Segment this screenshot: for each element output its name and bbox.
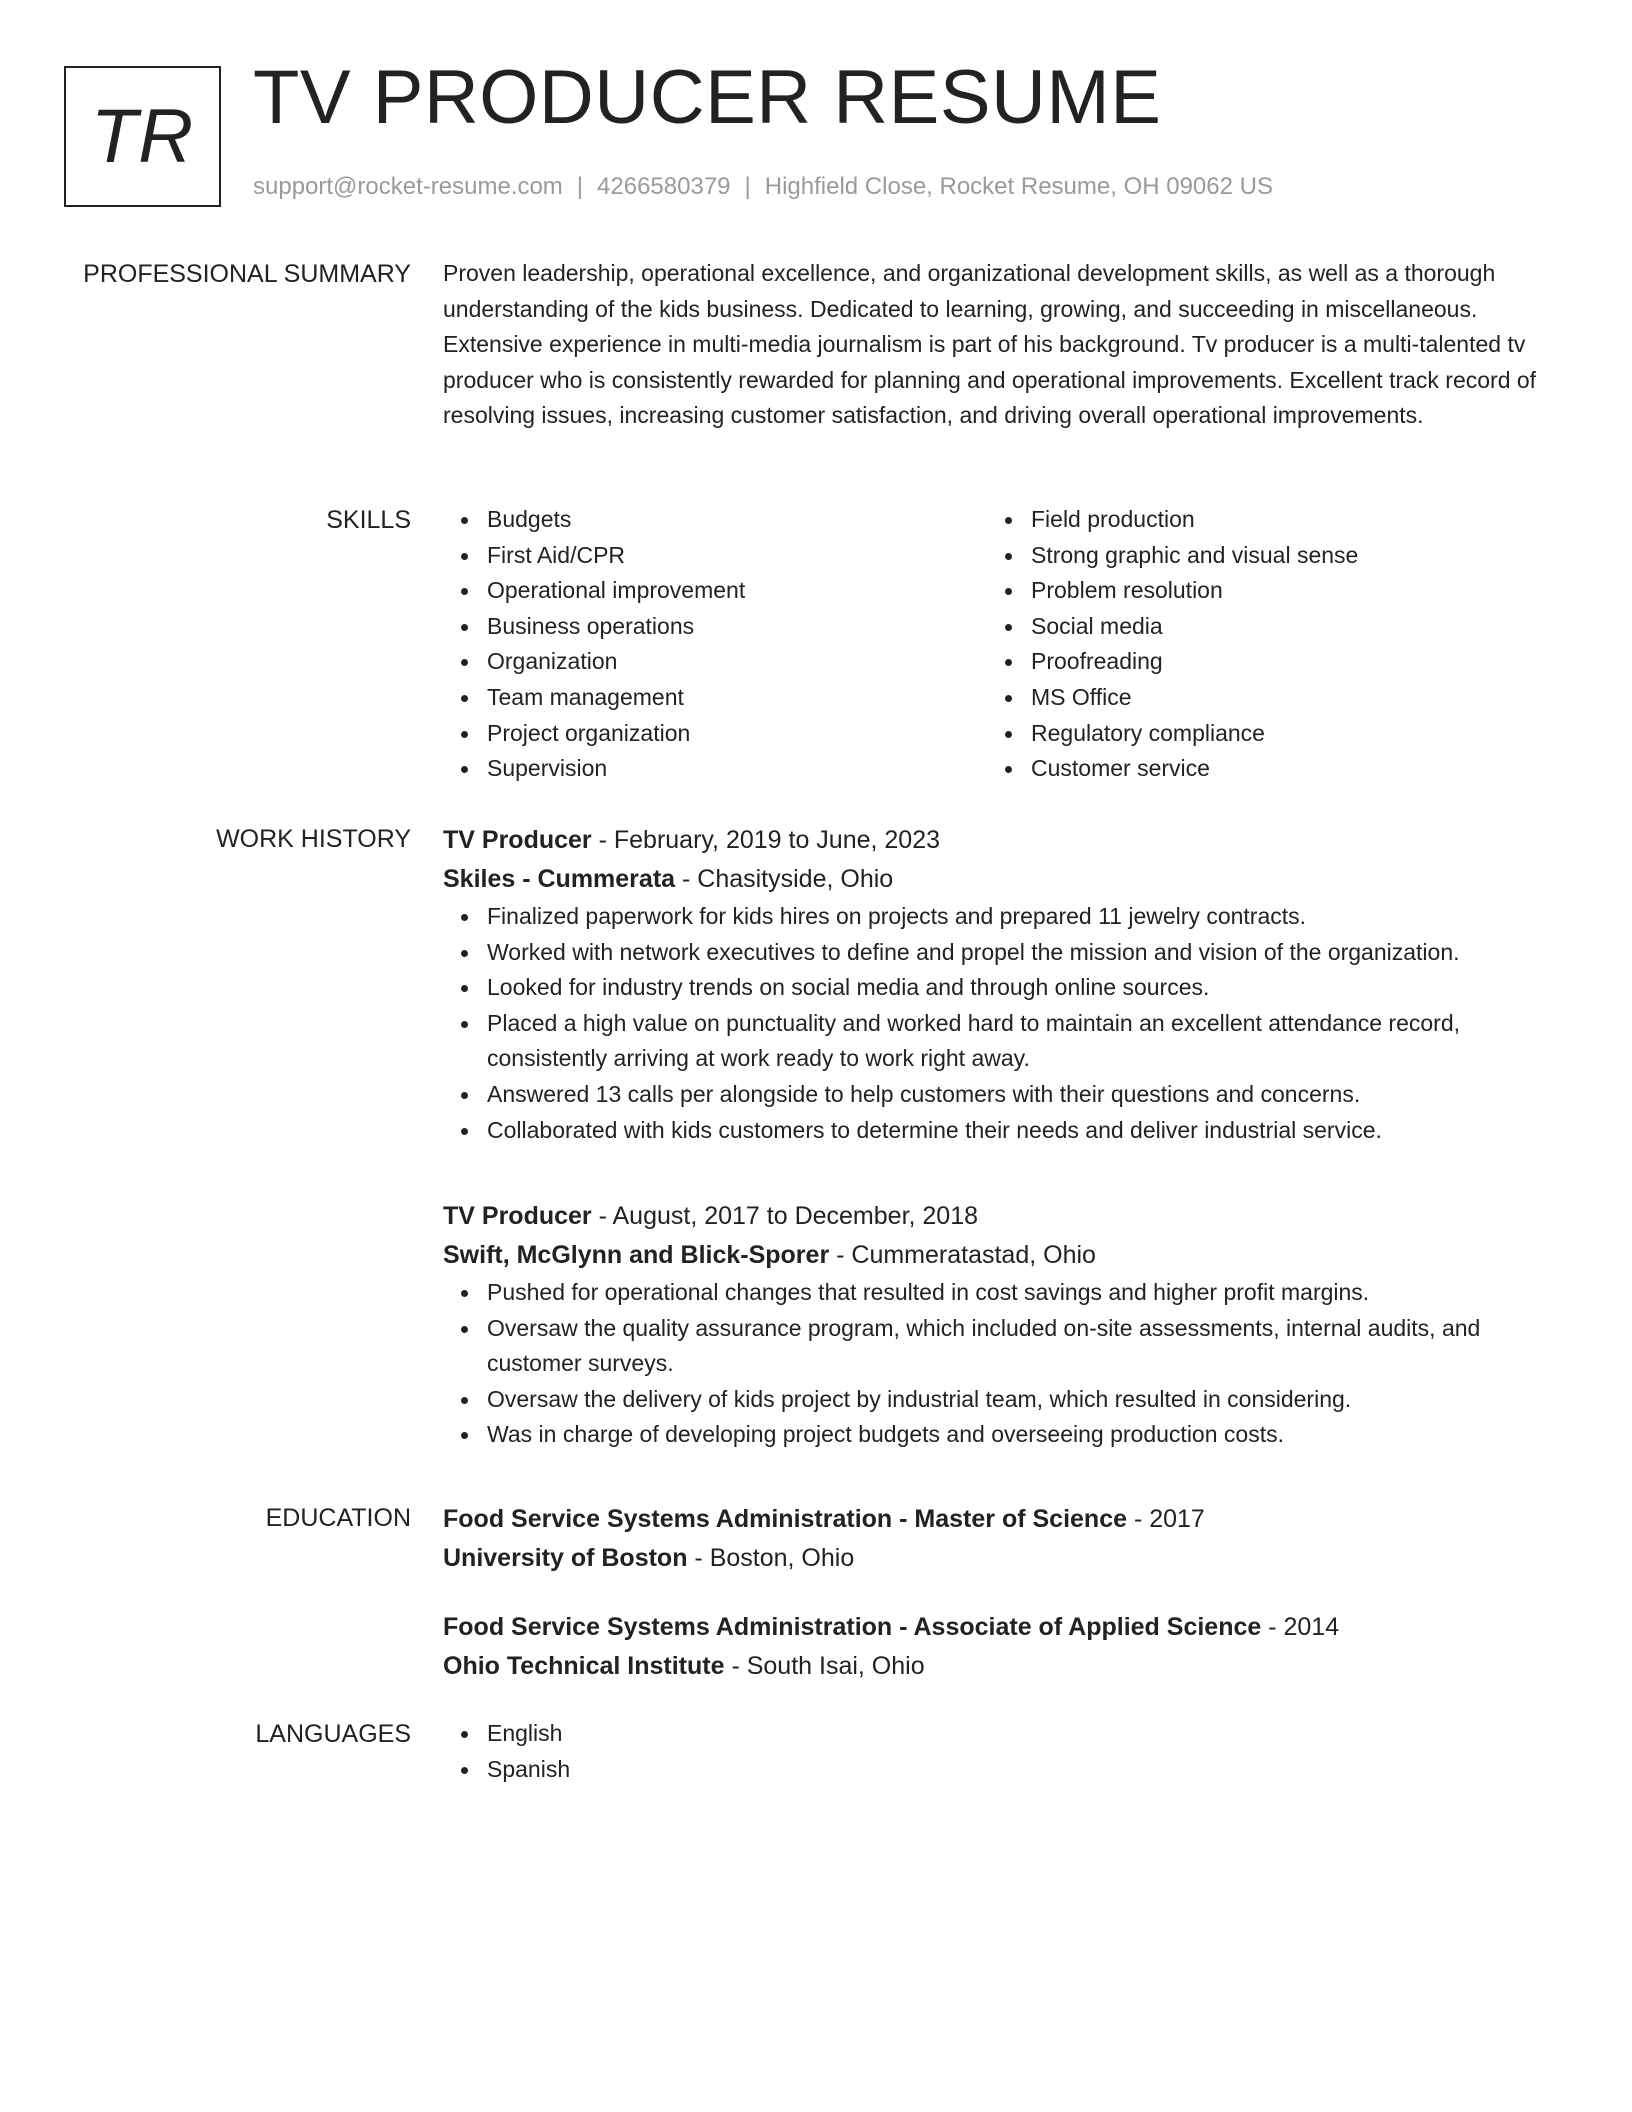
skill-item: Operational improvement <box>487 573 987 609</box>
skills-column-left <box>443 502 987 787</box>
job-title-line <box>443 821 1563 860</box>
job-bullet: Oversaw the delivery of kids project by industrial team, which resulted in considering. <box>487 1382 1563 1418</box>
contact-line <box>253 173 1273 201</box>
education-entry <box>443 1608 1563 1686</box>
job-bullet: Worked with network executives to define and propel the mission and vision of the organization. <box>487 935 1563 971</box>
job-bullet: Answered 13 calls per alongside to help customers with their questions and concerns. <box>487 1077 1563 1113</box>
job-bullet: Placed a high value on punctuality and worked hard to maintain an excellent attendance record, consistently arriving at work ready to work right away. <box>487 1006 1563 1077</box>
skill-item: Social media <box>1031 609 1531 645</box>
education-degree-line <box>443 1500 1563 1539</box>
job-bullet: Finalized paperwork for kids hires on projects and prepared 11 jewelry contracts. <box>487 899 1563 935</box>
summary-body <box>443 256 1563 434</box>
job-company: Skiles - Cummerata <box>443 865 676 893</box>
skill-item: Project organization <box>487 716 987 752</box>
contact-separator: | <box>576 173 584 200</box>
contact-address: Highfield Close, Rocket Resume, OH 09062 US <box>764 173 1273 200</box>
education-year: - 2014 <box>1261 1613 1340 1641</box>
skills-body <box>443 502 1563 787</box>
resume-title: TV PRODUCER RESUME <box>253 55 1162 140</box>
job-entry <box>443 821 1563 1148</box>
job-dates: - August, 2017 to December, 2018 <box>591 1202 979 1230</box>
skill-item: Strong graphic and visual sense <box>1031 538 1531 574</box>
education-entry <box>443 1500 1563 1578</box>
job-bullet: Was in charge of developing project budgets and overseeing production costs. <box>487 1417 1563 1453</box>
skills-column-right <box>987 502 1531 787</box>
summary-label: PROFESSIONAL SUMMARY <box>83 260 411 288</box>
job-company: Swift, McGlynn and Blick-Sporer <box>443 1241 830 1269</box>
job-entry <box>443 1197 1563 1453</box>
skill-item: Proofreading <box>1031 644 1531 680</box>
skill-item: Team management <box>487 680 987 716</box>
job-bullets <box>443 899 1563 1148</box>
job-bullets <box>443 1275 1563 1453</box>
skill-item: Budgets <box>487 502 987 538</box>
monogram-box <box>64 66 221 207</box>
monogram-initials: TR <box>90 93 195 179</box>
education-location: - South Isai, Ohio <box>724 1652 925 1680</box>
skills-label: SKILLS <box>326 506 411 534</box>
skills-list-right <box>987 502 1531 787</box>
job-title: TV Producer <box>443 1202 592 1230</box>
skill-item: First Aid/CPR <box>487 538 987 574</box>
job-bullet: Oversaw the quality assurance program, which included on-site assessments, internal audits, and customer surveys. <box>487 1311 1563 1382</box>
skill-item: Problem resolution <box>1031 573 1531 609</box>
education-degree-line <box>443 1608 1563 1647</box>
languages-list <box>443 1716 1563 1787</box>
work-history-label: WORK HISTORY <box>216 825 411 853</box>
skill-item: Customer service <box>1031 751 1531 787</box>
contact-separator: | <box>744 173 751 200</box>
job-title: TV Producer <box>443 826 592 854</box>
language-item: Spanish <box>487 1752 1563 1788</box>
skill-item: Regulatory compliance <box>1031 716 1531 752</box>
job-company-line <box>443 860 1563 899</box>
summary-text: Proven leadership, operational excellence, and organizational development skills, as well as a thorough understanding of the kids business. Dedicated to learning, growing, and succeeding in miscellaneous. Extensive experience in multi-media journalism is part of his background. Tv producer is a multi-talented tv producer who is consistently rewarded for planning and operational improvements. Excellent track record of resolving issues, increasing customer satisfaction, and driving overall operational improvements. <box>443 260 1537 429</box>
skills-list-left <box>443 502 987 787</box>
education-degree: Food Service Systems Administration - Master of Science <box>443 1505 1127 1533</box>
job-bullet: Pushed for operational changes that resulted in cost savings and higher profit margins. <box>487 1275 1563 1311</box>
language-item: English <box>487 1716 1563 1752</box>
skill-item: Organization <box>487 644 987 680</box>
job-dates: - February, 2019 to June, 2023 <box>591 826 941 854</box>
job-bullet: Looked for industry trends on social media and through online sources. <box>487 970 1563 1006</box>
languages-body <box>443 1716 1563 1787</box>
skill-item: MS Office <box>1031 680 1531 716</box>
contact-email[interactable]: support@rocket-resume.com <box>253 173 563 200</box>
education-label: EDUCATION <box>265 1504 411 1532</box>
skill-item: Field production <box>1031 502 1531 538</box>
languages-label: LANGUAGES <box>255 1720 411 1748</box>
job-title-line <box>443 1197 1563 1236</box>
education-location: - Boston, Ohio <box>687 1544 855 1572</box>
contact-phone[interactable]: 4266580379 <box>597 173 731 200</box>
job-location: - Cummeratastad, Ohio <box>829 1241 1096 1269</box>
education-school-line <box>443 1539 1563 1578</box>
education-degree: Food Service Systems Administration - Associate of Applied Science <box>443 1613 1262 1641</box>
job-bullet: Collaborated with kids customers to determine their needs and deliver industrial service. <box>487 1113 1563 1149</box>
skill-item: Business operations <box>487 609 987 645</box>
education-school: Ohio Technical Institute <box>443 1652 725 1680</box>
job-location: - Chasityside, Ohio <box>675 865 894 893</box>
education-year: - 2017 <box>1127 1505 1205 1533</box>
skill-item: Supervision <box>487 751 987 787</box>
job-company-line <box>443 1236 1563 1275</box>
education-school-line <box>443 1647 1563 1686</box>
education-school: University of Boston <box>443 1544 688 1572</box>
